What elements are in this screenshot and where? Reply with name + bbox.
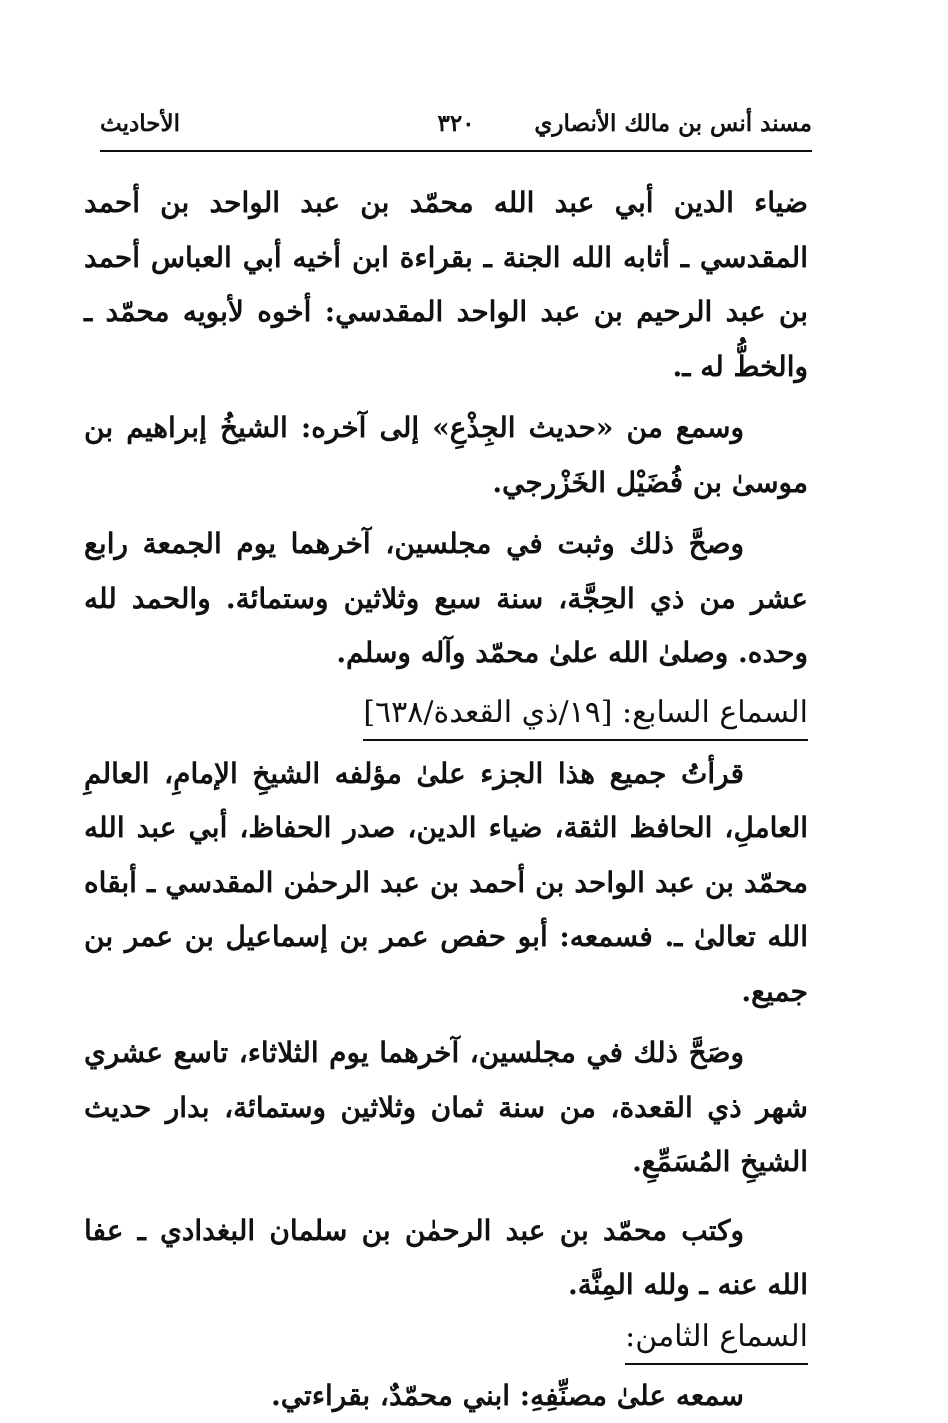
- paragraph-7: سمعه علىٰ مصنِّفِهِ: ابني محمّدٌ، بقراءتي.: [270, 1378, 744, 1412]
- heading-wrap-7: [84, 689, 808, 741]
- book-title: مسند أنس بن مالك الأنصاري: [534, 110, 812, 137]
- running-header: [100, 104, 812, 152]
- heading-seventh-hearing: السماع السابع: [١٩/ذي القعدة/٦٣٨]: [363, 689, 808, 741]
- section-title: الأحاديث: [100, 110, 180, 137]
- heading-eighth-hearing: السماع الثامن:: [625, 1313, 808, 1365]
- paragraph-1: ضياء الدين أبي عبد الله محمّد بن عبد الواحد بن أحمد المقدسي ـ أثابه الله الجنة ـ بقراءة ابن أخيه أبي العباس أحمد بن عبد الرحيم بن عبد الواحد المقدسي: أخوه لأبويه محمّد ـ والخطُّ له ـ.: [84, 186, 808, 383]
- heading-wrap-8: [84, 1313, 808, 1365]
- page-number: ٣٢٠: [437, 110, 475, 137]
- paragraph-6: وكتب محمّد بن عبد الرحمٰن بن سلمان البغدادي ـ عفا الله عنه ـ ولله المِنَّة.: [84, 1213, 808, 1301]
- paragraph-2: وسمع من «حديث الجِذْعِ» إلى آخره: الشيخُ إبراهيم بن موسىٰ بن فُضَيْل الخَزْرجي.: [84, 411, 808, 499]
- paragraph-4: قرأتُ جميع هذا الجزء علىٰ مؤلفه الشيخِ الإمامِ، العالمِ العاملِ، الحافظ الثقة، ضياء الدين، صدر الحفاظ، أبي عبد الله محمّد بن عبد الواحد بن أحمد بن عبد الرحمٰن المقدسي ـ أبقاه الله تعالىٰ ـ. فسمعه: أبو حفص عمر بن إسماعيل بن عمر بن جميع.: [84, 756, 808, 1008]
- paragraph-5: وصَحَّ ذلك في مجلسين، آخرهما يوم الثلاثاء، تاسع عشري شهر ذي القعدة، من سنة ثمان وثلاثين وستمائة، بدار حديث الشيخِ المُسَمِّعِ.: [84, 1036, 808, 1178]
- page-body: [84, 176, 808, 1423]
- paragraph-3: وصحَّ ذلك وثبت في مجلسين، آخرهما يوم الجمعة رابع عشر من ذي الحِجَّة، سنة سبع وثلاثين وستمائة. والحمد لله وحده. وصلىٰ الله علىٰ محمّد وآله وسلم.: [84, 527, 808, 669]
